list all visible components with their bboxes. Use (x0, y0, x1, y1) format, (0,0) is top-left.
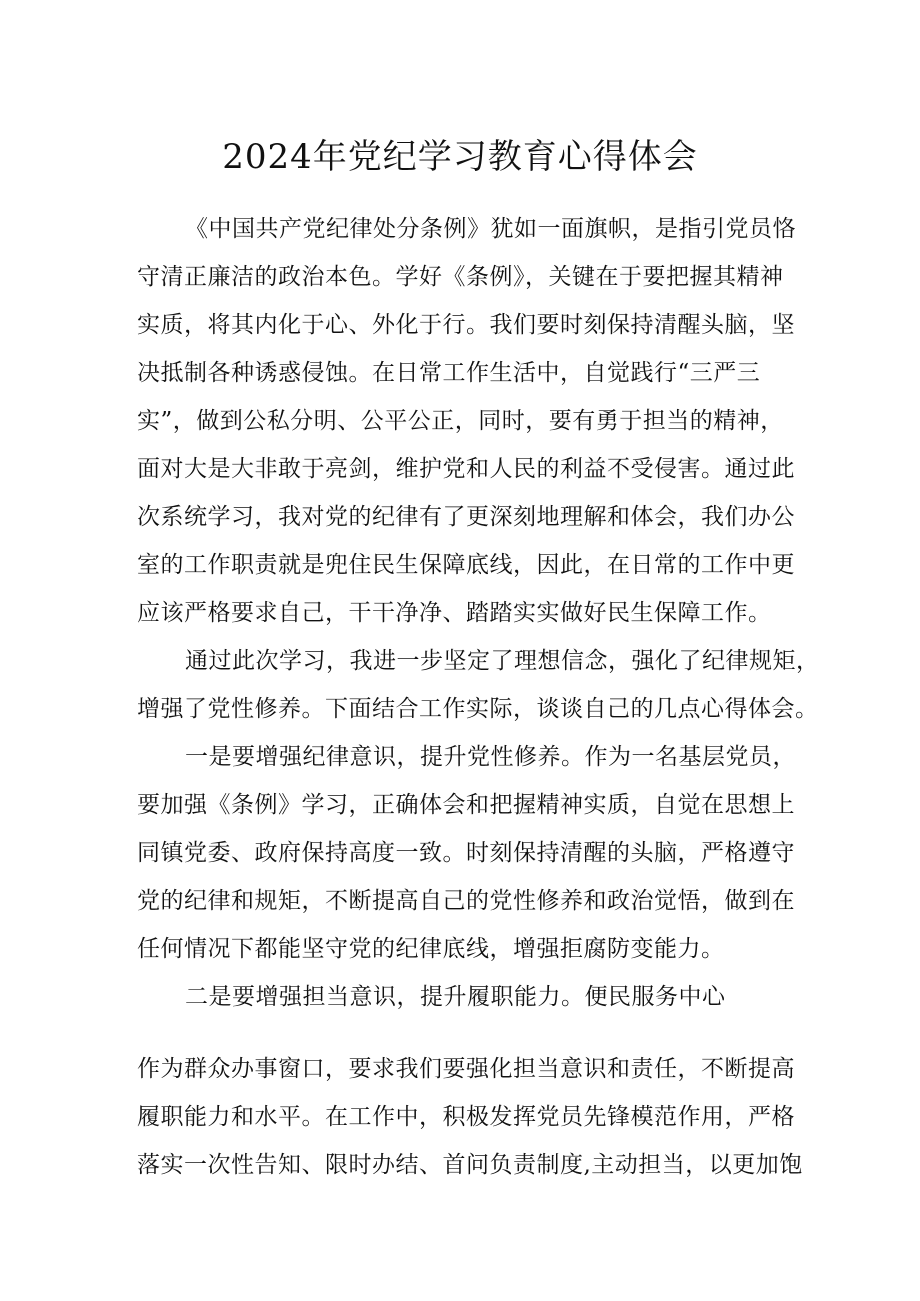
paragraph-line: 落实一次性告知、限时办结、首问负责制度,主动担当，以更加饱 (137, 1152, 803, 1178)
paragraph-line: 决抵制各种诱惑侵蚀。在日常工作生活中，自觉践行“三严三 (137, 360, 761, 386)
paragraph-line: 同镇党委、政府保持高度一致。时刻保持清醒的头脑，严格遵守 (137, 840, 795, 866)
paragraph-line: 增强了党性修养。下面结合工作实际，谈谈自己的几点心得体会。 (137, 696, 819, 722)
paragraph-line: 实”，做到公私分明、公平公正，同时，要有勇于担当的精神， (137, 408, 784, 434)
paragraph-line: 通过此次学习，我进一步坚定了理想信念，强化了纪律规矩， (185, 648, 820, 674)
paragraph-line: 次系统学习，我对党的纪律有了更深刻地理解和体会，我们办公 (137, 504, 795, 530)
paragraph-line: 要加强《条例》学习，正确体会和把握精神实质，自觉在思想上 (137, 792, 795, 818)
paragraph-line: 履职能力和水平。在工作中，积极发挥党员先锋模范作用，严格 (137, 1104, 795, 1130)
paragraph-line: 党的纪律和规矩，不断提高自己的党性修养和政治觉悟，做到在 (137, 888, 795, 914)
paragraph-line: 《中国共产党纪律处分条例》犹如一面旗帜，是指引党员恪 (185, 216, 796, 242)
paragraph-line: 任何情况下都能坚守党的纪律底线，增强拒腐防变能力。 (137, 936, 725, 962)
paragraph-line: 一是要增强纪律意识，提升党性修养。作为一名基层党员， (185, 744, 796, 770)
paragraph-line: 面对大是大非敢于亮剑，维护党和人民的利益不受侵害。通过此 (137, 456, 795, 482)
paragraph-line: 室的工作职责就是兜住民生保障底线，因此，在日常的工作中更 (137, 552, 795, 578)
paragraph-line: 实质，将其内化于心、外化于行。我们要时刻保持清醒头脑，坚 (137, 312, 795, 338)
paragraph-line: 作为群众办事窗口，要求我们要强化担当意识和责任，不断提高 (137, 1056, 795, 1082)
paragraph-line: 守清正廉洁的政治本色。学好《条例》，关键在于要把握其精神 (137, 264, 784, 290)
paragraph-line: 应该严格要求自己，干干净净、踏踏实实做好民生保障工作。 (137, 600, 772, 626)
paragraph-line: 二是要增强担当意识，提升履职能力。便民服务中心 (185, 984, 726, 1010)
document-title: 2024年党纪学习教育心得体会 (222, 136, 698, 177)
